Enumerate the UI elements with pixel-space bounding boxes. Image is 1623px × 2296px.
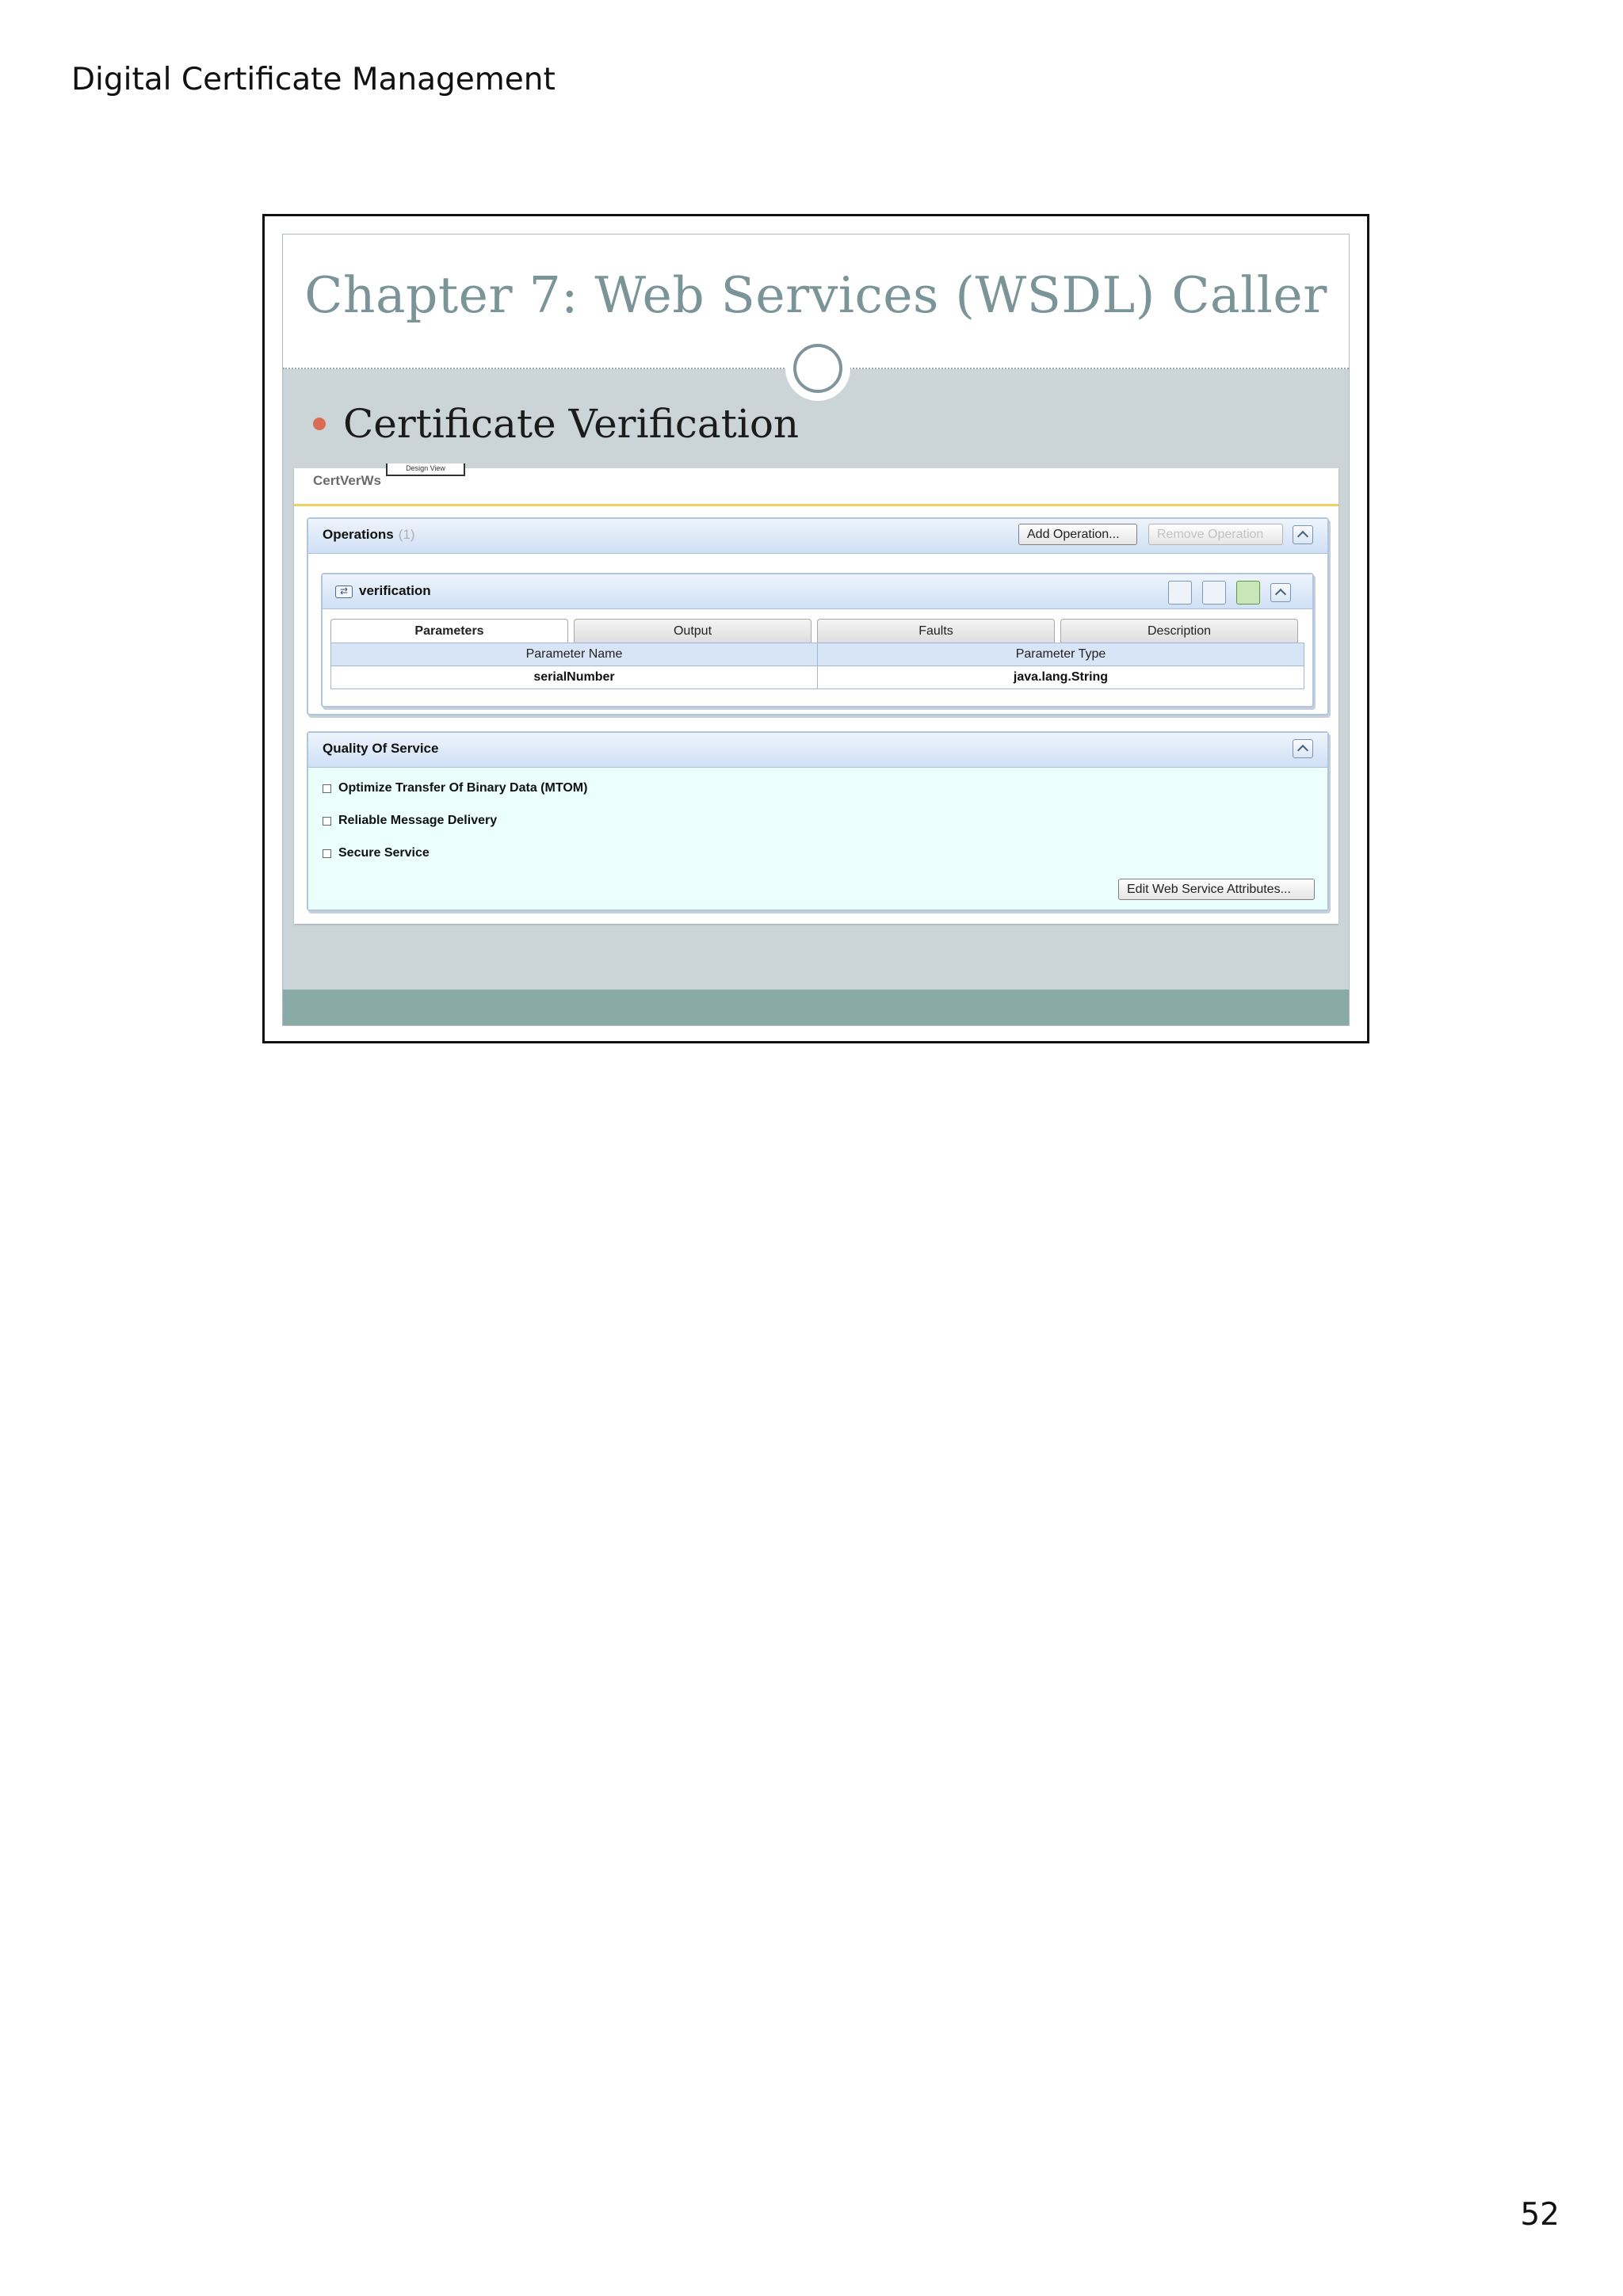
operations-label: Operations: [323, 527, 394, 542]
mtom-option[interactable]: [323, 781, 587, 795]
edit-web-service-attributes-button[interactable]: Edit Web Service Attributes...: [1118, 879, 1315, 900]
remove-operation-button[interactable]: Remove Operation: [1148, 524, 1283, 545]
qos-title: Quality Of Service: [323, 741, 439, 756]
tab-output[interactable]: Output: [574, 619, 812, 643]
reliable-delivery-label: Reliable Message Delivery: [338, 814, 498, 827]
qos-panel-header: [308, 733, 1327, 768]
tab-faults[interactable]: Faults: [817, 619, 1055, 643]
slide-bottom-bar: [283, 990, 1349, 1026]
secure-service-checkbox[interactable]: [323, 849, 331, 858]
ornament-ring: [793, 344, 842, 393]
mtom-label: Optimize Transfer Of Binary Data (MTOM): [338, 781, 588, 795]
parameter-type-cell[interactable]: java.lang.String: [818, 666, 1304, 689]
operations-collapse-icon[interactable]: [1293, 525, 1313, 544]
table-header-row: [331, 643, 1304, 666]
operation-tabs: [330, 619, 1304, 643]
operations-panel-header: [308, 519, 1327, 554]
table-row[interactable]: [331, 666, 1304, 689]
quality-of-service-panel: [307, 731, 1329, 911]
qos-body: [308, 768, 1327, 910]
page-number: 52: [1520, 2197, 1560, 2233]
verification-operation-panel: [321, 573, 1314, 707]
add-operation-button[interactable]: Add Operation...: [1018, 524, 1137, 545]
operations-panel: [307, 517, 1329, 715]
design-view-tab[interactable]: Design View: [386, 463, 465, 476]
verification-header: [323, 574, 1312, 609]
operation-icon: ⇄: [335, 585, 353, 598]
operations-count: (1): [398, 527, 415, 542]
operation-collapse-icon[interactable]: [1270, 583, 1291, 602]
slide-frame: [262, 214, 1369, 1043]
tree-structure-icon[interactable]: [1202, 581, 1226, 605]
document-icon[interactable]: [1168, 581, 1192, 605]
reliable-delivery-option[interactable]: [323, 814, 497, 828]
service-name-bar: [294, 464, 1338, 506]
green-structure-icon[interactable]: [1236, 581, 1260, 605]
document-header: Digital Certificate Management: [71, 62, 556, 97]
slide: [282, 234, 1350, 1026]
operation-name: verification: [359, 583, 431, 598]
circle-ring-icon: [785, 336, 850, 401]
operations-title: [323, 527, 415, 543]
secure-service-option[interactable]: [323, 846, 430, 860]
parameters-table: [330, 643, 1304, 689]
tab-parameters[interactable]: Parameters: [330, 619, 568, 643]
qos-collapse-icon[interactable]: [1293, 739, 1313, 758]
web-service-screenshot: [294, 464, 1338, 924]
reliable-delivery-checkbox[interactable]: [323, 817, 331, 826]
parameter-name-cell[interactable]: serialNumber: [331, 666, 818, 689]
tab-description[interactable]: Description: [1060, 619, 1298, 643]
bullet-text: Certificate Verification: [343, 401, 800, 447]
column-header[interactable]: Parameter Type: [818, 643, 1304, 666]
bullet-icon: [313, 418, 326, 430]
service-name: CertVerWs: [313, 473, 381, 488]
slide-title: Chapter 7: Web Services (WSDL) Caller: [304, 266, 1327, 324]
bullet-item: [313, 401, 799, 447]
secure-service-label: Secure Service: [338, 846, 430, 860]
mtom-checkbox[interactable]: [323, 784, 331, 793]
column-header[interactable]: Parameter Name: [331, 643, 818, 666]
